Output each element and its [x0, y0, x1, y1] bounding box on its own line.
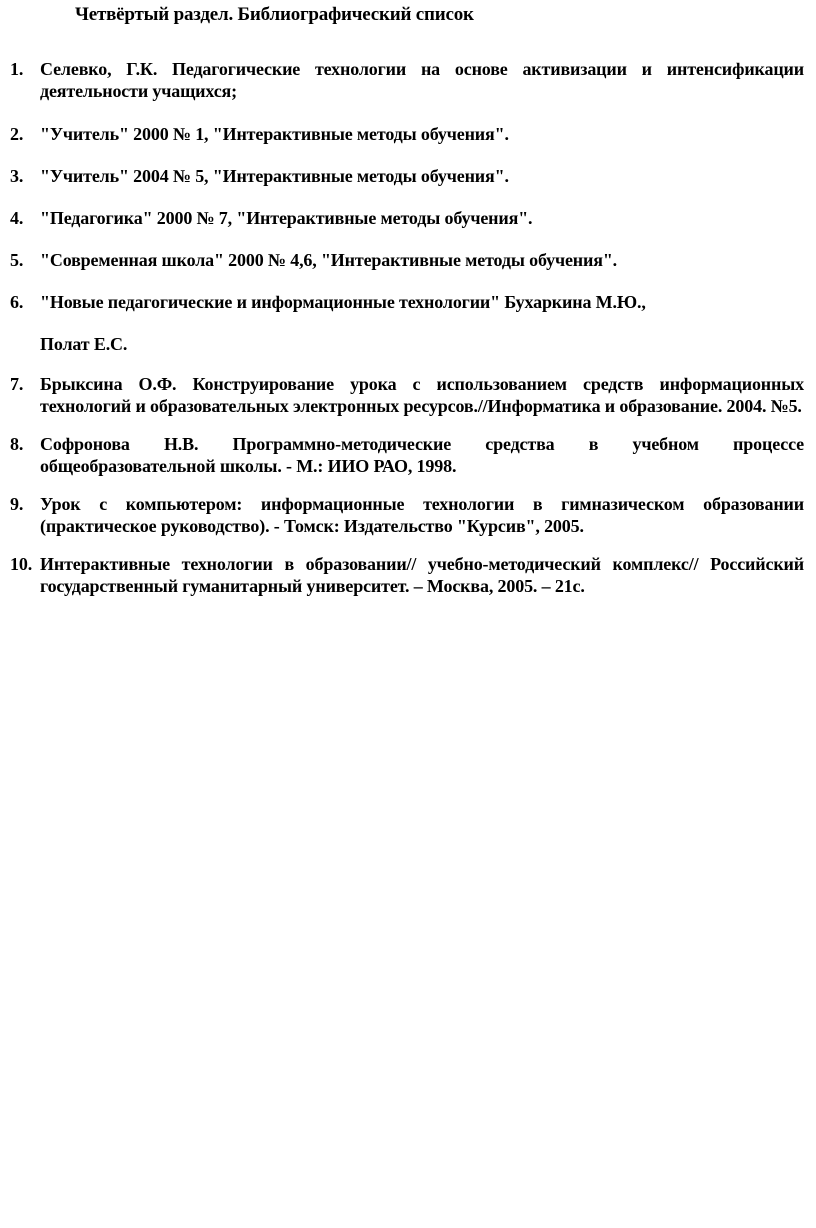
item-text: Брыксина О.Ф. Конструирование урока с использованием средств информационных технологий и образовательных электронных ресурсов.//Информатика и образование. 2004. №5. [40, 374, 804, 416]
bibliography-list [0, 58, 804, 597]
list-item [0, 207, 804, 229]
item-number: 10. [10, 554, 33, 574]
list-item [0, 291, 804, 355]
item-number: 1. [10, 59, 24, 79]
item-text: "Учитель" 2004 № 5, "Интерактивные методы обучения". [40, 166, 509, 186]
item-number: 2. [10, 124, 24, 144]
item-text: "Учитель" 2000 № 1, "Интерактивные методы обучения". [40, 124, 509, 144]
item-number: 8. [10, 434, 24, 454]
item-number: 5. [10, 250, 24, 270]
item-text: Софронова Н.В. Программно-методические средства в учебном процессе общеобразовательной школы. - М.: ИИО РАО, 1998. [40, 434, 804, 476]
item-text: "Новые педагогические и информационные технологии" Бухаркина М.Ю., [40, 292, 646, 312]
item-text: "Педагогика" 2000 № 7, "Интерактивные методы обучения". [40, 208, 533, 228]
item-continuation: Полат Е.С. [40, 334, 128, 354]
item-number: 7. [10, 374, 24, 394]
item-text: Интерактивные технологии в образовании// учебно-методический комплекс// Российский государственный гуманитарный университет. – Москва, 2005. – 21с. [40, 554, 804, 596]
list-item [0, 433, 804, 477]
section-heading: Четвёртый раздел. Библиографический список [75, 4, 474, 25]
item-number: 4. [10, 208, 24, 228]
list-item [0, 123, 804, 145]
list-item [0, 58, 804, 102]
item-text: "Современная школа" 2000 № 4,6, "Интерактивные методы обучения". [40, 250, 618, 270]
item-number: 3. [10, 166, 24, 186]
list-item [0, 553, 804, 597]
item-text: Урок с компьютером: информационные технологии в гимназическом образовании (практическое руководство). - Томск: Издательство "Курсив", 2005. [40, 494, 804, 536]
item-number: 6. [10, 292, 24, 312]
list-item [0, 165, 804, 187]
list-item [0, 373, 804, 417]
list-item [0, 493, 804, 537]
item-text: Селевко, Г.К. Педагогические технологии на основе активизации и интенсификации деятельности учащихся; [40, 59, 804, 101]
list-item [0, 249, 804, 271]
item-number: 9. [10, 494, 24, 514]
